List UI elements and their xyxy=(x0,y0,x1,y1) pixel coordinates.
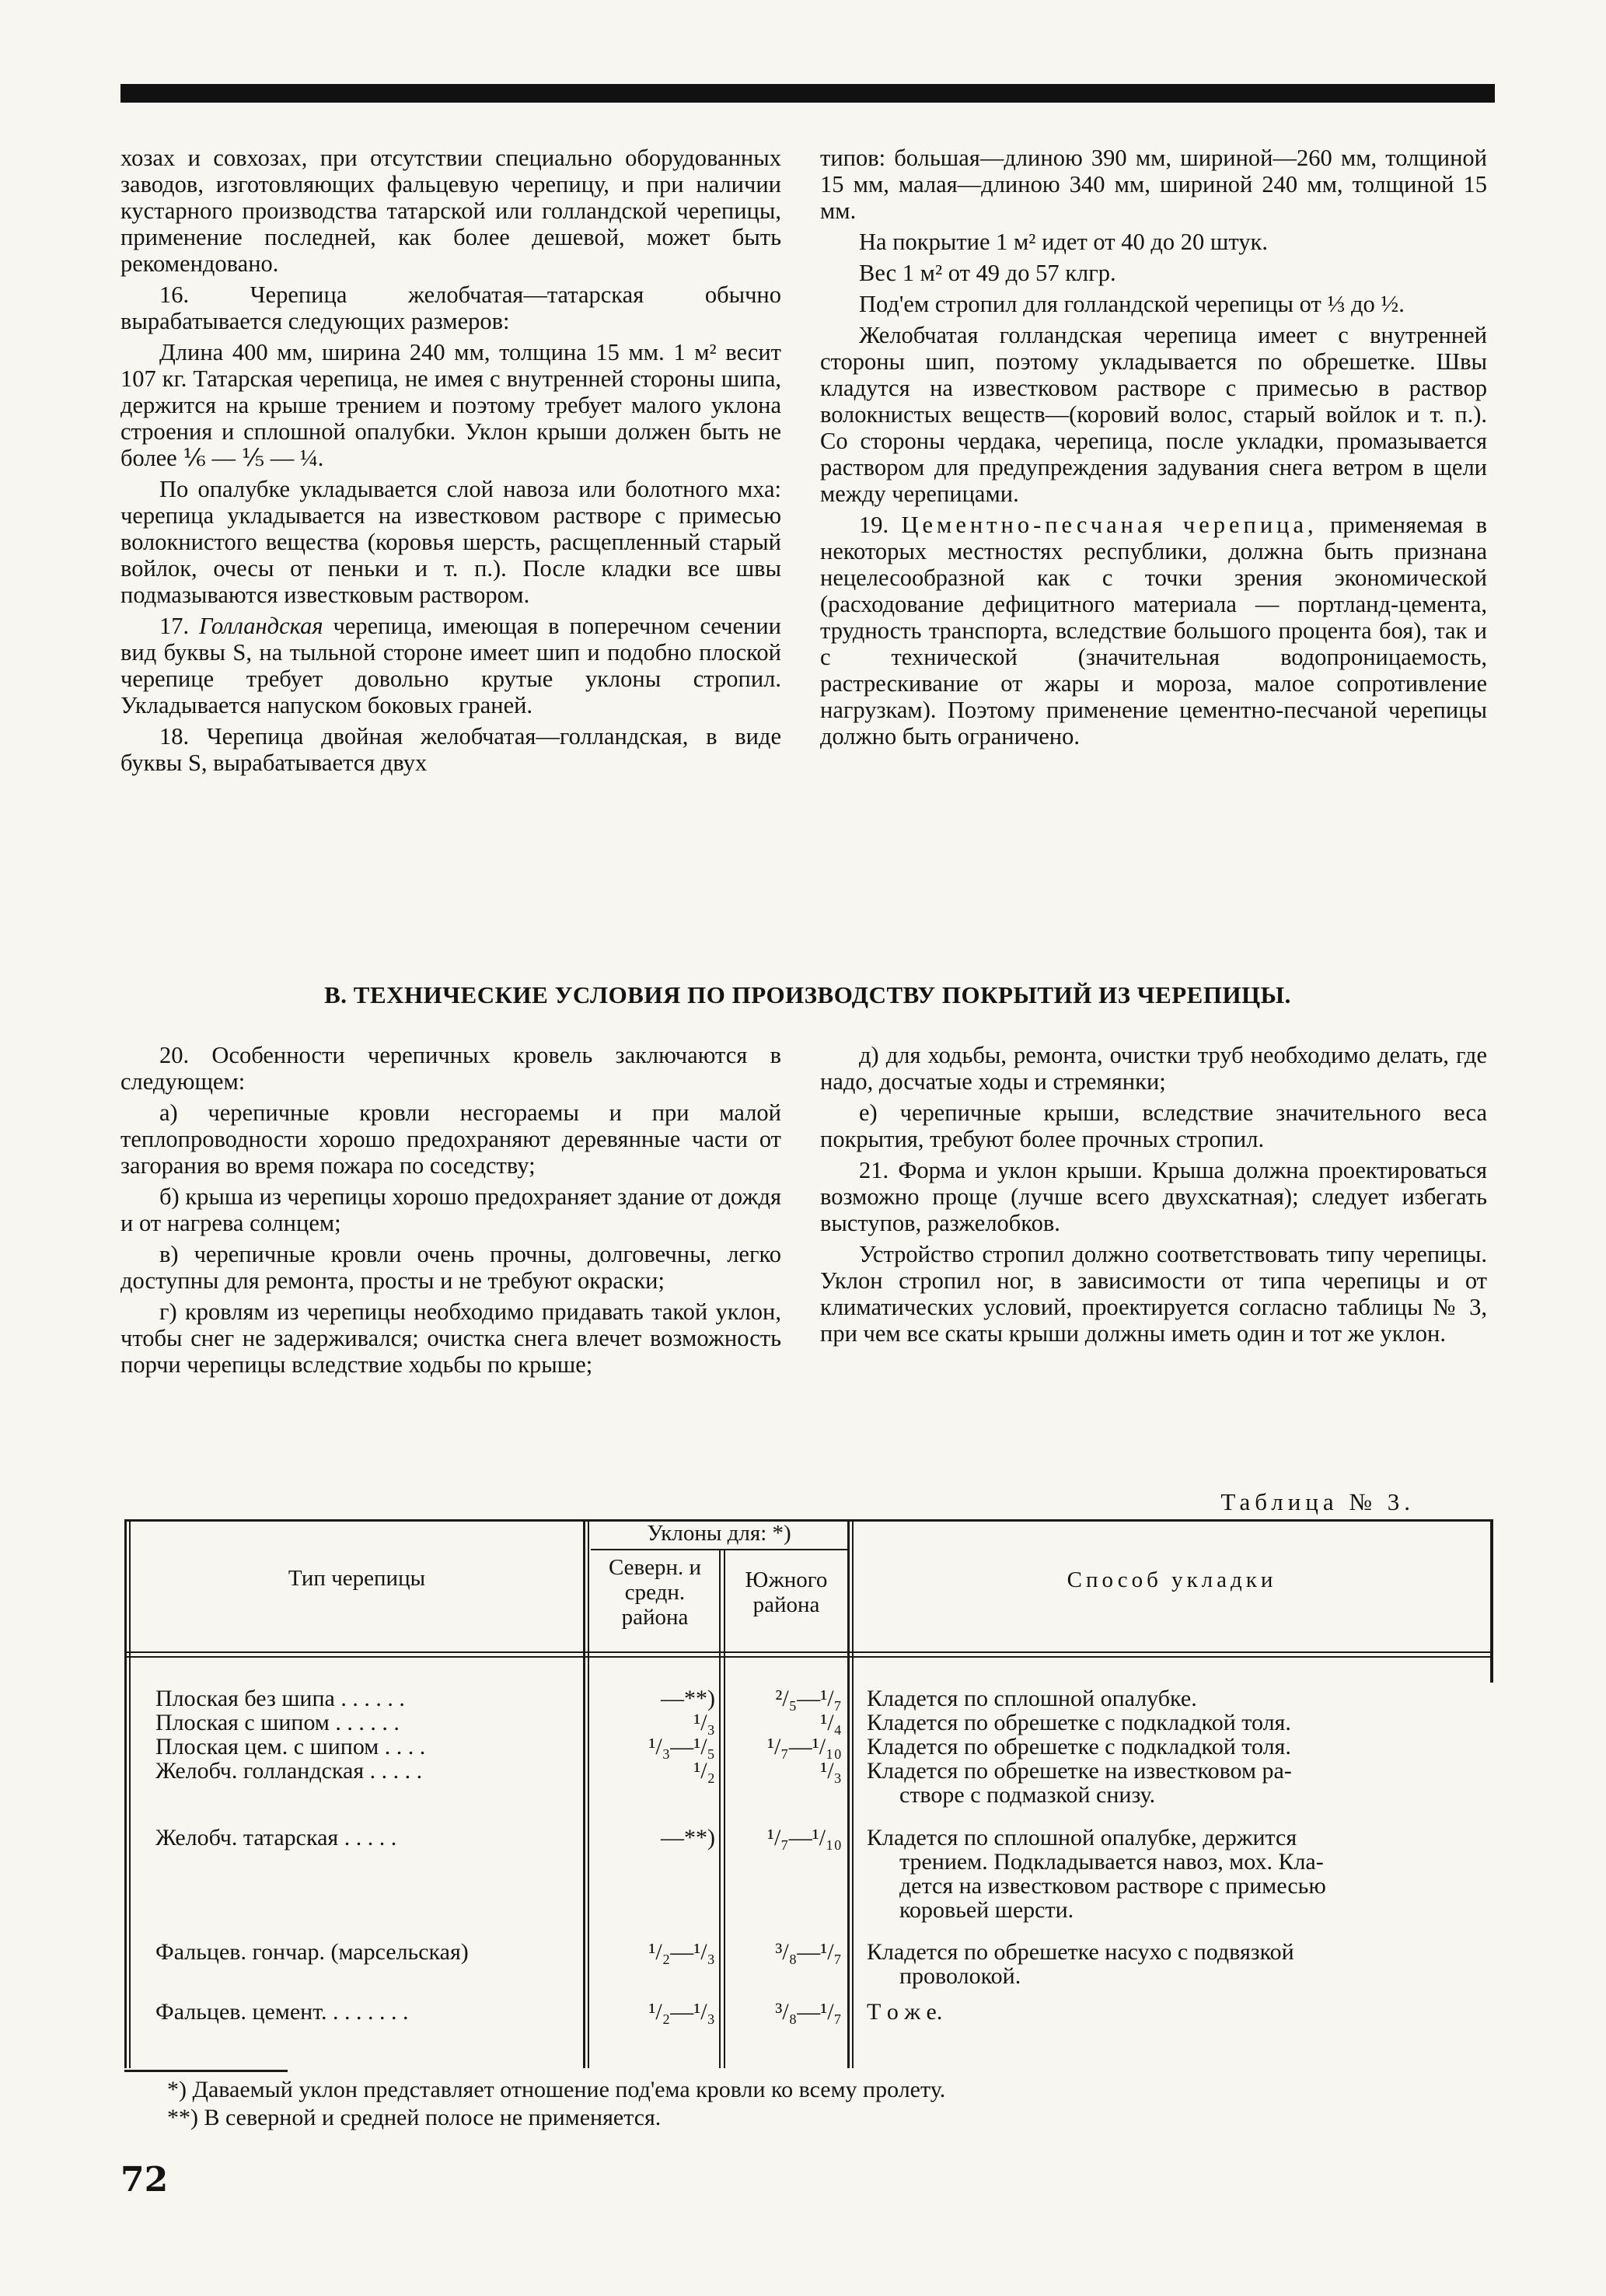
header-south: Южного района xyxy=(745,1567,828,1617)
column-bottom-right xyxy=(820,1042,1487,1351)
table-rule-left xyxy=(124,1519,127,2068)
paragraph-16: 16. Черепица желобчатая—татарская обычно вырабатывается следующих размеров: xyxy=(120,281,781,334)
cell-method xyxy=(867,1826,1489,1922)
cell-type: Плоская с шипом . . . . . . xyxy=(155,1710,400,1735)
cell-method xyxy=(867,1940,1489,1988)
page-number: 72 xyxy=(120,2160,169,2200)
cell-north: —**) xyxy=(661,1686,715,1711)
cell-north: ¹/₂—¹/₃ xyxy=(648,1939,715,1965)
method-line: трением. Подкладывается навоз, мох. Кла- xyxy=(899,1849,1324,1875)
cell-type: Фальцев. цемент. . . . . . . . xyxy=(155,1999,409,2025)
list-item: а) черепичные кровли несгораемы и при малой теплопроводности хорошо предохраняют деревянные части от загорания во время пожара по соседству; xyxy=(120,1099,781,1179)
method-line: Кладется по сплошной опалубке. xyxy=(867,1686,1197,1711)
table-rule-col2-inner xyxy=(724,1550,725,2068)
cell-south: ³/₈—¹/₇ xyxy=(775,1939,842,1965)
table-rule-header xyxy=(124,1651,1491,1653)
cell-north: ¹/₃—¹/₅ xyxy=(648,1734,715,1760)
cell-method xyxy=(867,1759,1489,1807)
paragraph-text: черепица, имеющая в поперечном сечении вид буквы S, на тыльной стороне имеет шип и подобно плоской черепице требует довольно крутые уклоны стропил. Укладывается напуском боковых граней. xyxy=(120,613,781,718)
column-top-left xyxy=(120,145,781,781)
header-method: Способ укладки xyxy=(1067,1567,1277,1592)
cell-north: —**) xyxy=(661,1825,715,1850)
header-type: Тип черепицы xyxy=(288,1566,426,1591)
table-caption: Таблица № 3. xyxy=(1220,1488,1415,1515)
cell-type: Плоская цем. с шипом . . . . xyxy=(155,1734,426,1760)
list-item: в) черепичные кровли очень прочны, долговечны, легко доступны для ремонта, просты и не требуют окраски; xyxy=(120,1241,781,1294)
cell-north: ¹/₂—¹/₃ xyxy=(648,1999,715,2025)
paragraph: Длина 400 мм, ширина 240 мм, толщина 15 мм. 1 м² весит 107 кг. Татарская черепица, не имея с внутренней стороны шипа, держится на крыше трением и поэтому требует малого уклона строения и сплошной опалубки. Уклон крыши должен быть не более ⅙ — ⅕ — ¼. xyxy=(120,339,781,471)
paragraph: Устройство стропил должно соответствовать типу черепицы. Уклон стропил ног, в зависимости от типа черепицы и от климатических условий, проектируется согласно таблицы № 3, при чем все скаты крыши должны иметь один и тот же уклон. xyxy=(820,1241,1487,1347)
paragraph-20: 20. Особенности черепичных кровель заключаются в следующем: xyxy=(120,1042,781,1095)
italic-term: Голландская xyxy=(199,613,323,639)
column-top-right xyxy=(820,145,1487,754)
list-item: г) кровлям из черепицы необходимо придавать такой уклон, чтобы снег не задерживался; очистка снега влечет возможность порчи черепицы вследствие ходьбы по крыше; xyxy=(120,1298,781,1378)
cell-north: ¹/₂ xyxy=(693,1758,715,1784)
cell-method xyxy=(867,1686,1489,1711)
method-line: дется на известковом растворе с примесью xyxy=(899,1873,1326,1899)
table-rule-right xyxy=(1490,1519,1493,1683)
header-north: Северн. и средн. района xyxy=(608,1555,701,1630)
method-line: Кладется по сплошной опалубке, держится xyxy=(867,1825,1297,1850)
top-rule xyxy=(120,84,1495,103)
list-item: д) для ходьбы, ремонта, очистки труб необходимо делать, где надо, досчатые ходы и стремянки; xyxy=(820,1042,1487,1095)
paragraph-18: 18. Черепица двойная желобчатая—голландская, в виде буквы S, вырабатывается двух xyxy=(120,723,781,776)
cell-method xyxy=(867,2000,1489,2024)
cell-type: Фальцев. гончар. (марсельская) xyxy=(155,1939,469,1965)
cell-south: ¹/₃ xyxy=(820,1758,842,1784)
section-heading: В. ТЕХНИЧЕСКИЕ УСЛОВИЯ ПО ПРОИЗВОДСТВУ ПОКРЫТИЙ ИЗ ЧЕРЕПИЦЫ. xyxy=(324,981,1291,1008)
header-slopes: Уклоны для: *) xyxy=(647,1521,791,1546)
cell-south: ¹/₄ xyxy=(820,1710,842,1735)
footnote-rule xyxy=(124,2070,288,2072)
method-line: Кладется по обрешетке с подкладкой толя. xyxy=(867,1734,1291,1760)
spaced-term: Цементно-песчаная черепица, xyxy=(901,512,1318,538)
method-line: Т о ж е. xyxy=(867,1999,943,2025)
paragraph-21: 21. Форма и уклон крыши. Крыша должна проектироваться возможно проще (лучше всего двухскатная); следует избегать выступов, разжелобков. xyxy=(820,1157,1487,1236)
paragraph-number: 17. xyxy=(159,613,190,639)
cell-south: ¹/₇—¹/₁₀ xyxy=(766,1825,842,1850)
table-rule-header-inner xyxy=(124,1656,1491,1658)
cell-method xyxy=(867,1711,1489,1735)
method-line: Кладется по обрешетке на известковом ра- xyxy=(867,1758,1292,1784)
table-rule-col3-inner xyxy=(852,1519,854,2068)
cell-type: Плоская без шипа . . . . . . xyxy=(155,1686,405,1711)
paragraph: Под'ем стропил для голландской черепицы от ⅓ до ½. xyxy=(859,291,1405,317)
table-rule-col2 xyxy=(719,1550,721,2068)
table-rule-col3 xyxy=(847,1519,850,2068)
list-item: б) крыша из черепицы хорошо предохраняет здание от дождя и от нагрева солнцем; xyxy=(120,1183,781,1236)
method-line: створе с подмазкой снизу. xyxy=(899,1782,1156,1808)
cell-type: Желобч. голландская . . . . . xyxy=(155,1758,423,1784)
paragraph: Вес 1 м² от 49 до 57 клгр. xyxy=(859,260,1116,286)
cell-method xyxy=(867,1735,1489,1759)
cell-south: ¹/₇—¹/₁₀ xyxy=(766,1734,842,1760)
table-rule-left-inner xyxy=(129,1519,131,2068)
paragraph: На покрытие 1 м² идет от 40 до 20 штук. xyxy=(859,229,1268,255)
footnote: *) Даваемый уклон представляет отношение под'ема кровли ко всему пролету. xyxy=(167,2077,946,2102)
paragraph-number: 19. xyxy=(859,512,889,538)
table-rule-col1-inner xyxy=(588,1519,589,2068)
paragraph-19 xyxy=(820,512,1487,750)
paragraph: По опалубке укладывается слой навоза или болотного мха: черепица укладывается на известковом растворе с примесью волокнистого вещества (коровья шерсть, расщепленный старый войлок, очесы от пеньки и т. п.). После кладки все швы подмазываются известковым раствором. xyxy=(120,476,781,608)
paragraph: хозах и совхозах, при отсутствии специально оборудованных заводов, изготовляющих фальцевую черепицу, и при наличии кустарного производства татарской или голландской черепицы, применение последней, как более дешевой, может быть рекомендовано. xyxy=(120,145,781,277)
table-rule-subheader xyxy=(591,1549,847,1550)
table-rule-col1 xyxy=(583,1519,585,2068)
method-line: проволокой. xyxy=(899,1963,1021,1989)
paragraph: Желобчатая голландская черепица имеет с внутренней стороны шип, поэтому укладывается по обрешетке. Швы кладутся на известковом растворе с примесью в раствор волокнистых веществ—(коровий волос, старый войлок и т. п.). Со стороны чердака, черепица, после укладки, промазывается раствором для предупреждения задувания снега ветром в щели между черепицами. xyxy=(820,322,1487,507)
list-item: е) черепичные крыши, вследствие значительного веса покрытия, требуют более прочных стропил. xyxy=(820,1099,1487,1152)
column-bottom-left xyxy=(120,1042,781,1382)
cell-south: ³/₈—¹/₇ xyxy=(775,1999,842,2025)
method-line: Кладется по обрешетке насухо с подвязкой xyxy=(867,1939,1294,1965)
method-line: коровьей шерсти. xyxy=(899,1897,1074,1923)
slope-table xyxy=(124,1519,1493,2071)
paragraph-17 xyxy=(120,613,781,718)
cell-north: ¹/₃ xyxy=(693,1710,715,1735)
footnotes xyxy=(167,2076,1333,2132)
footnote: **) В северной и средней полосе не применяется. xyxy=(167,2105,662,2130)
paragraph-text: применяемая в некоторых местностях республики, должна быть признана нецелесообразной как с точки зрения экономической (расходование дефицитного материала — портланд-цемента, трудность транспорта, вследствие большого процента боя), так и с технической (значительная водопроницаемость, растрескивание от жары и мороза, малое сопротивление нагрузкам). Поэтому применение цементно-песчаной черепицы должно быть ограничено. xyxy=(820,512,1488,750)
cell-type: Желобч. татарская . . . . . xyxy=(155,1825,397,1850)
cell-south: ²/₅—¹/₇ xyxy=(775,1686,842,1711)
method-line: Кладется по обрешетке с подкладкой толя. xyxy=(867,1710,1291,1735)
paragraph: типов: большая—длиною 390 мм, шириной—260 мм, толщиной 15 мм, малая—длиною 340 мм, шириной 240 мм, толщиной 15 мм. xyxy=(820,145,1487,224)
